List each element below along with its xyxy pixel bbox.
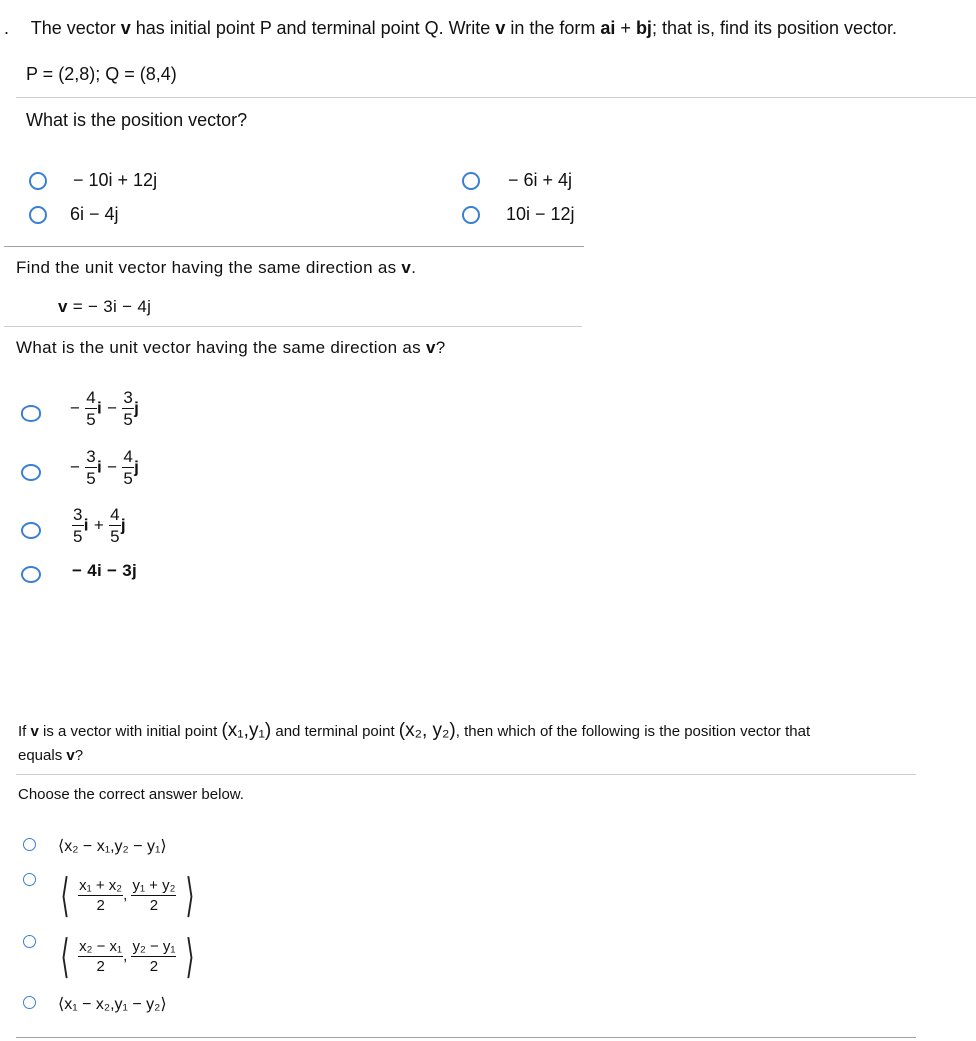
fraction: $\frac{3}{5}$ xyxy=(86,447,97,488)
right-angle-bracket: ⟩ xyxy=(185,930,195,982)
fraction: $\frac{\text{y₁ + y₂}}{2}$ xyxy=(132,876,176,914)
divider xyxy=(16,774,916,775)
fraction: $\frac{\text{x₂ − x₁}}{2}$ xyxy=(79,937,123,975)
problem1-option-radio[interactable] xyxy=(462,172,480,190)
divider xyxy=(16,1037,916,1038)
fraction: $\frac{4}{5}$ xyxy=(86,388,97,429)
problem1-option-radio[interactable] xyxy=(29,206,47,224)
problem3-instruction: Choose the correct answer below. xyxy=(18,786,244,803)
problem3-option-radio[interactable] xyxy=(23,935,36,948)
problem3-option-radio[interactable] xyxy=(23,838,36,851)
fraction: $\frac{4}{5}$ xyxy=(110,505,120,546)
problem2-option-radio[interactable] xyxy=(21,522,41,539)
problem2-option-label[interactable]: − $\frac{3}{5}$ i − $\frac{4}{5}$ j xyxy=(70,447,140,488)
problem3-prompt: If v is a vector with initial point (x₁,y₁) and terminal point (x₂, y₂), then which of the following is the position vector that xyxy=(18,720,811,741)
problem3-option-label[interactable]: ⟨x₂ − x₁,y₂ − y₁⟩ xyxy=(58,838,167,855)
problem1-option-radio[interactable] xyxy=(29,172,47,190)
problem1-option-label[interactable]: − 10i + 12j xyxy=(73,170,158,190)
fraction: $\frac{4}{5}$ xyxy=(123,447,134,488)
problem3-option-label[interactable]: ⟨ $\frac{\text{x₂ − x₁}}{2}$ , $\frac{\text{y₂ − y₁}}{2}$ ⟩ xyxy=(60,930,195,982)
problem1-option-label[interactable]: 6i − 4j xyxy=(70,204,119,224)
problem3-option-label[interactable]: ⟨ $\frac{\text{x₁ + x₂}}{2}$ , $\frac{\text{y₁ + y₂}}{2}$ ⟩ xyxy=(60,869,195,921)
divider xyxy=(16,97,976,98)
problem1-option-label[interactable]: 10i − 12j xyxy=(506,204,575,224)
fraction: $\frac{3}{5}$ xyxy=(123,388,134,429)
problem2-given-vector: v = − 3i − 4j xyxy=(58,297,152,316)
problem2-option-label[interactable]: $\frac{3}{5}$ i + $\frac{4}{5}$ j xyxy=(73,505,126,546)
left-angle-bracket: ⟨ xyxy=(60,869,70,921)
fraction: $\frac{\text{x₁ + x₂}}{2}$ xyxy=(79,876,123,914)
problem2-question: What is the unit vector having the same direction as v? xyxy=(16,338,446,357)
problem3-prompt-line2: equals v? xyxy=(18,747,84,764)
problem3-option-radio[interactable] xyxy=(23,996,36,1009)
problem2-option-label[interactable]: − $\frac{4}{5}$ i − $\frac{3}{5}$ j xyxy=(70,388,140,429)
problem1-prompt: . The vector v has initial point P and terminal point Q. Write v in the form ai + bj; that is, find its position vector. xyxy=(4,18,898,38)
problem1-points: P = (2,8); Q = (8,4) xyxy=(26,64,177,84)
fraction: $\frac{\text{y₂ − y₁}}{2}$ xyxy=(132,937,176,975)
problem2-prompt: Find the unit vector having the same direction as v. xyxy=(16,258,417,277)
problem2-option-radio[interactable] xyxy=(21,405,41,422)
problem3-option-radio[interactable] xyxy=(23,873,36,886)
divider xyxy=(4,246,584,247)
left-angle-bracket: ⟨ xyxy=(60,930,70,982)
problem3-option-label[interactable]: ⟨x₁ − x₂,y₁ − y₂⟩ xyxy=(58,996,167,1013)
problem1-question: What is the position vector? xyxy=(26,110,248,130)
fraction: $\frac{3}{5}$ xyxy=(73,505,83,546)
divider xyxy=(4,326,582,327)
right-angle-bracket: ⟩ xyxy=(185,869,195,921)
problem2-option-radio[interactable] xyxy=(21,464,41,481)
problem1-option-radio[interactable] xyxy=(462,206,480,224)
problem1-option-label[interactable]: − 6i + 4j xyxy=(508,170,573,190)
bullet-dot: . xyxy=(4,18,10,38)
problem2-option-radio[interactable] xyxy=(21,566,41,583)
problem2-option-label[interactable]: − 4i − 3j xyxy=(72,561,138,580)
